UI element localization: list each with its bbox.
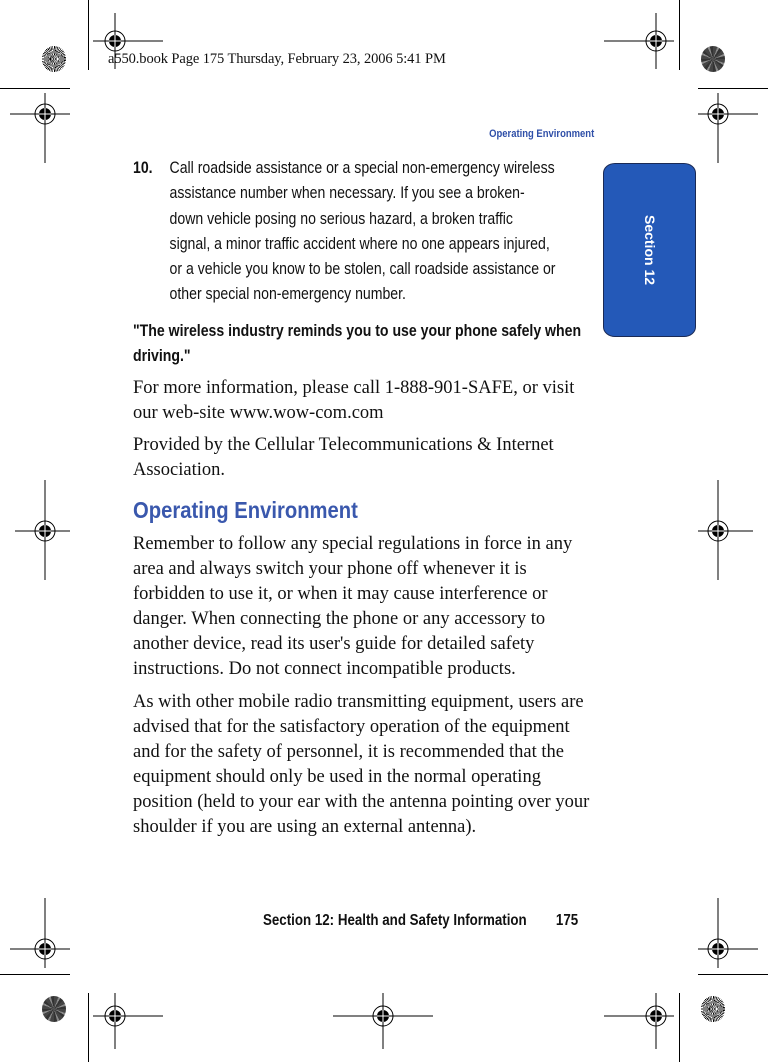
info-paragraph: For more information, please call 1-888-901-SAFE, or visit our web-site www.wow-com.com bbox=[133, 378, 575, 424]
crop-line bbox=[698, 974, 768, 975]
star-target-icon bbox=[701, 996, 725, 1022]
registration-mark-icon bbox=[10, 93, 70, 163]
page-number: 175 bbox=[555, 912, 579, 929]
list-item-text: Call roadside assistance or a special non-emergency wireless assistance number when necessary. If you see a broken-down vehicle posing no serious hazard, a broken traffic signal, a minor traffic accident where no one appears injured, or a vehicle you know to be stolen, call roadside assistance or other special non-emergency number. bbox=[169, 159, 556, 304]
list-item bbox=[133, 156, 595, 308]
print-slug: a550.book Page 175 Thursday, February 23, 2006 5:41 PM bbox=[108, 51, 446, 67]
body-paragraph: Remember to follow any special regulations in force in any area and always switch your phone off whenever it is forbidden to use it, or when it may cause interference or danger. When connecting the phone or any accessory to another device, read its user's guide for detailed safety instructions. Do not connect incompatible products. bbox=[133, 534, 573, 680]
section-tab bbox=[603, 163, 696, 337]
safety-quote: "The wireless industry reminds you to use your phone safely when driving." bbox=[133, 321, 582, 366]
section-tab-label: Section 12 bbox=[641, 214, 658, 286]
list-item-number: 10. bbox=[133, 159, 153, 177]
registration-mark-icon bbox=[10, 898, 70, 968]
registration-mark-icon bbox=[10, 480, 70, 580]
section-heading: Operating Environment bbox=[133, 497, 358, 524]
registration-mark-icon bbox=[333, 993, 433, 1049]
footer-section-title: Section 12: Health and Safety Information bbox=[263, 912, 527, 929]
registration-mark-icon bbox=[698, 898, 758, 968]
page-footer bbox=[263, 912, 578, 930]
star-target-icon bbox=[42, 996, 66, 1022]
registration-mark-icon bbox=[698, 480, 758, 580]
crop-line bbox=[0, 974, 70, 975]
crop-line bbox=[679, 993, 680, 1062]
running-head: Operating Environment bbox=[488, 128, 594, 140]
crop-line bbox=[0, 88, 70, 89]
registration-mark-icon bbox=[698, 93, 758, 163]
body-paragraph: As with other mobile radio transmitting equipment, users are advised that for the satisfactory operation of the equipment and for the safety of personnel, it is recommended that the equipment should only be used in the normal operating position (held to your ear with the antenna pointing over your shoulder if you are using an external antenna). bbox=[133, 692, 590, 838]
crop-line bbox=[88, 993, 89, 1062]
registration-mark-icon bbox=[604, 993, 674, 1049]
crop-line bbox=[88, 0, 89, 70]
registration-mark-icon bbox=[604, 13, 674, 69]
registration-mark-icon bbox=[93, 993, 163, 1049]
provided-by-paragraph: Provided by the Cellular Telecommunications & Internet Association. bbox=[133, 435, 554, 481]
star-target-icon bbox=[701, 46, 725, 72]
page-content bbox=[133, 156, 593, 840]
star-target-icon bbox=[42, 46, 66, 72]
numbered-list bbox=[133, 156, 594, 369]
crop-line bbox=[679, 0, 680, 70]
crop-line bbox=[698, 88, 768, 89]
